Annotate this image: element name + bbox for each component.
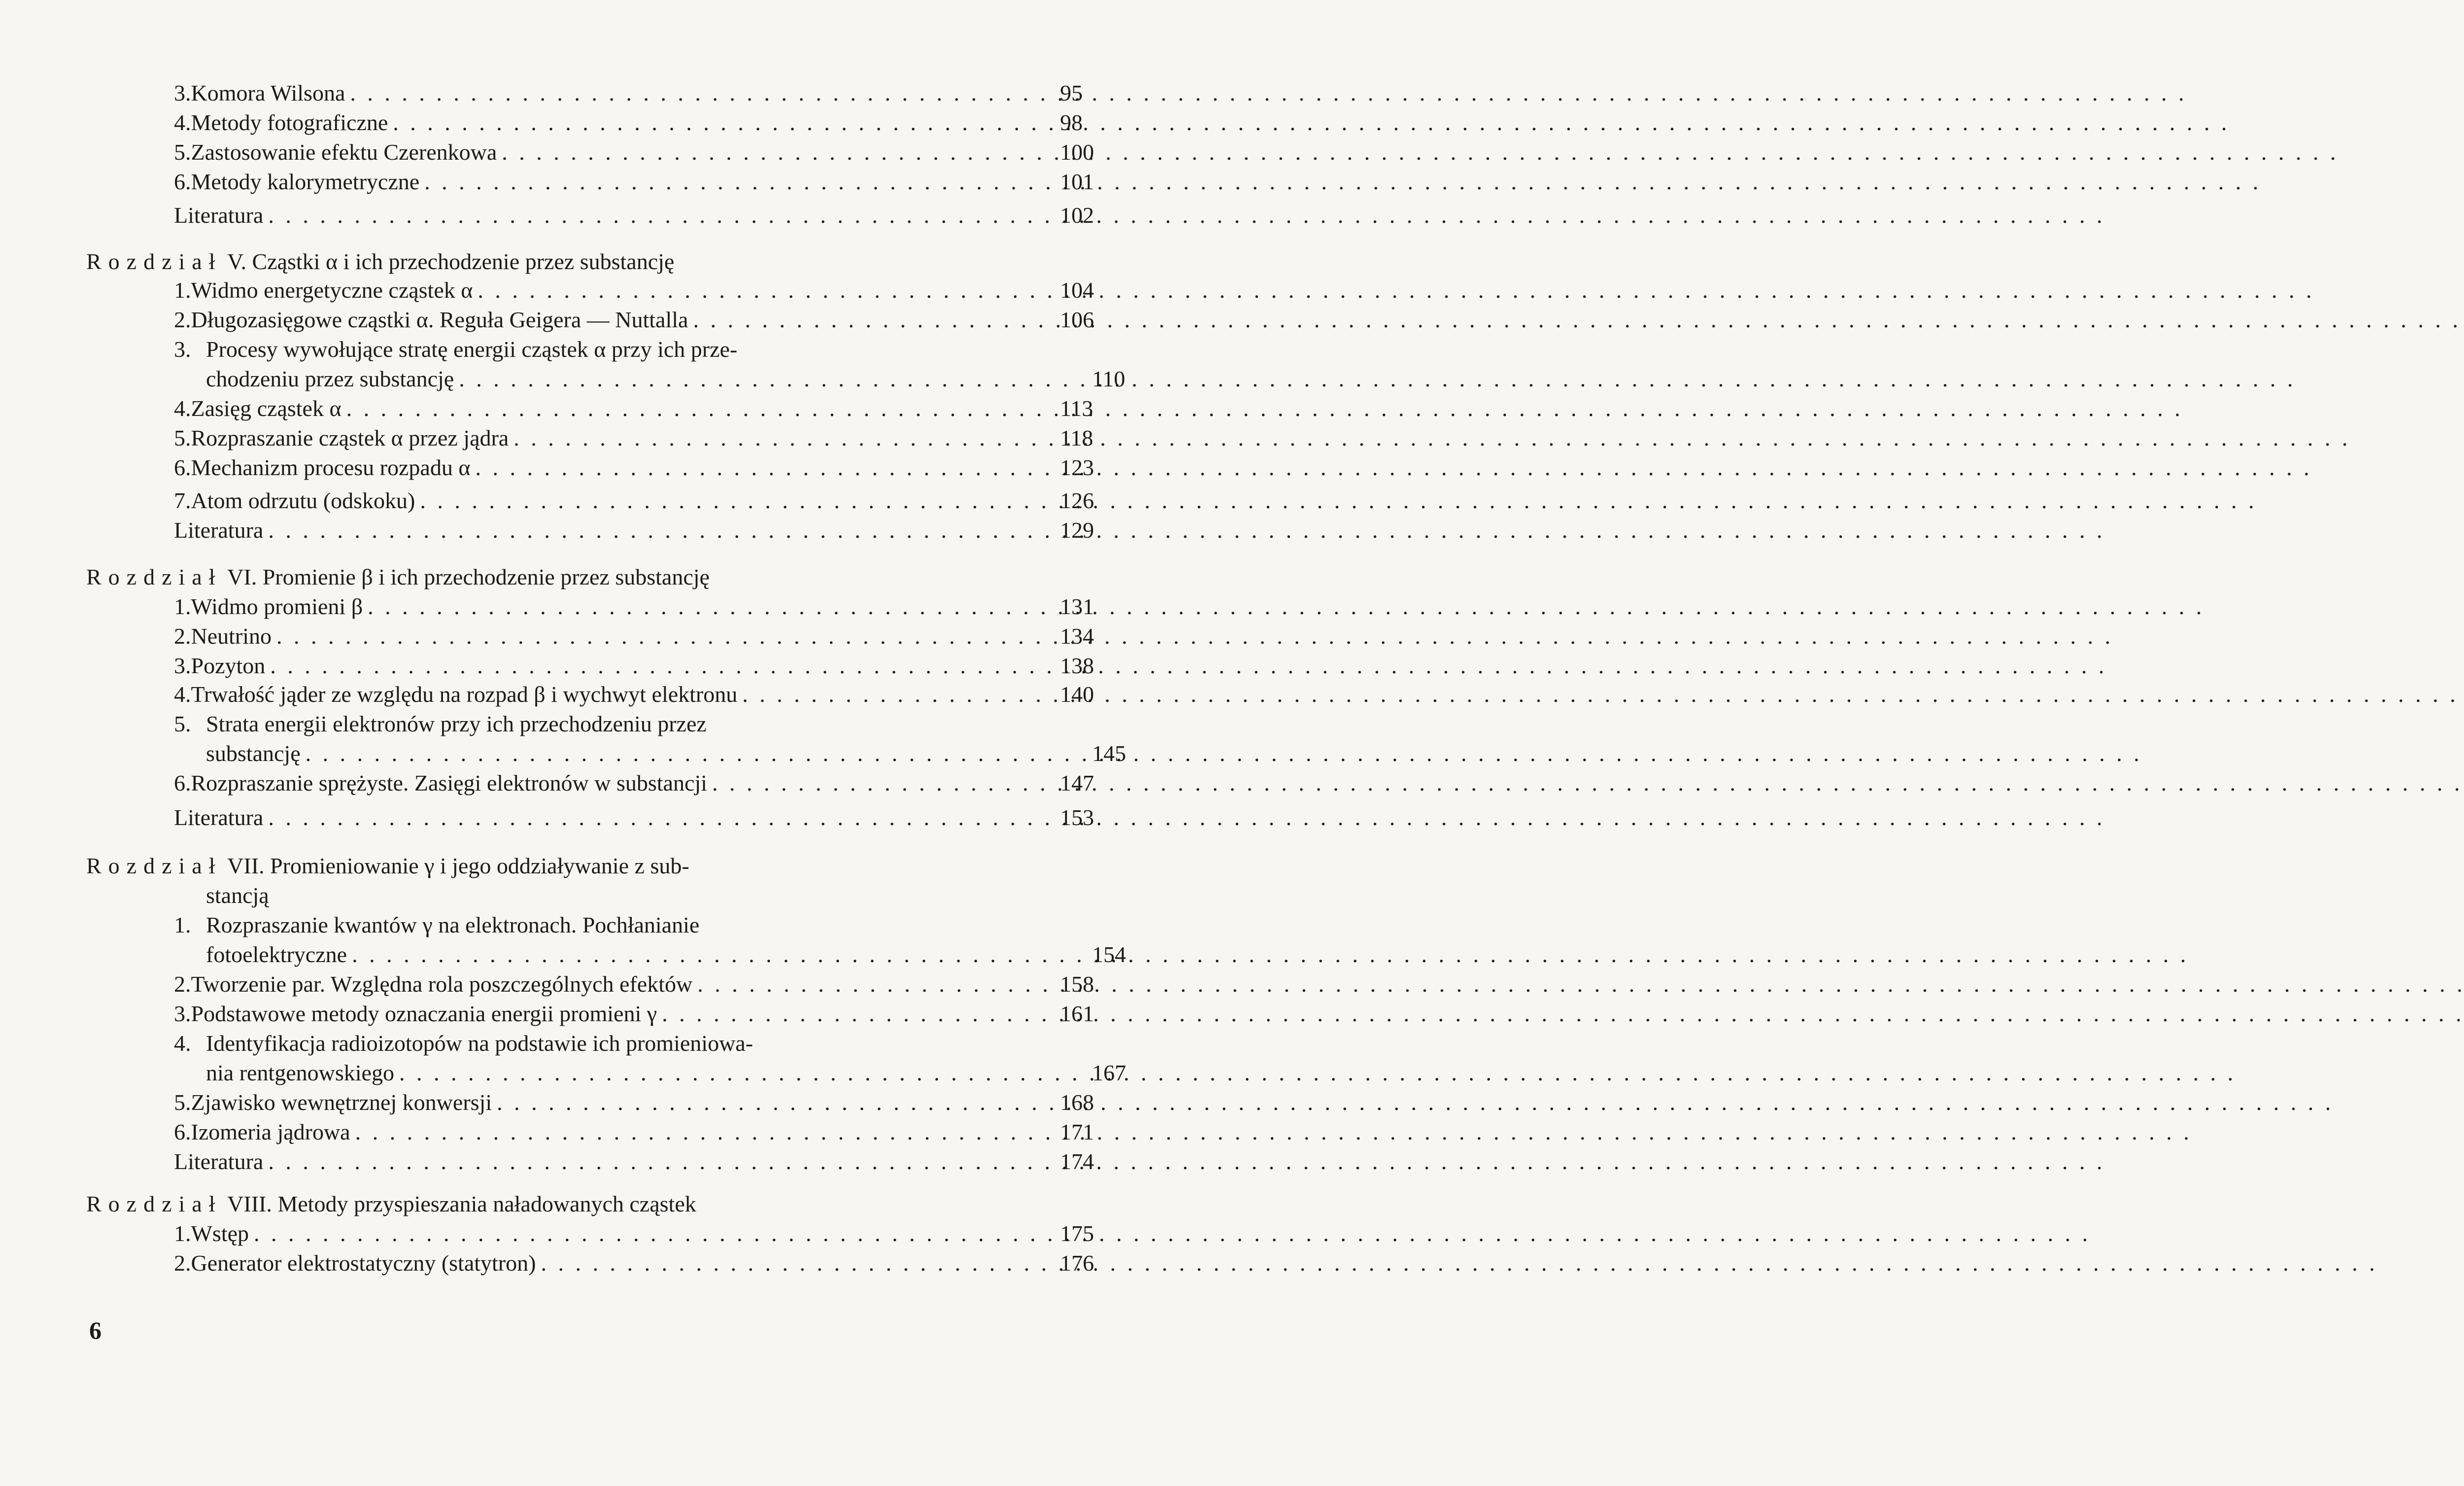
entry-title: Literatura [174,203,264,228]
dot-leader [742,679,2464,710]
toc-entry-continuation [206,364,1126,394]
entry-page: 113 [1060,396,1094,421]
entry-page: 95 [1060,80,1083,105]
entry-title: substancję [206,741,301,766]
entry-title: Zjawisko wewnętrznej konwersji [191,1090,492,1115]
dot-leader [424,167,2261,197]
toc-entry [174,679,1094,710]
entry-number: 5. [174,139,191,165]
entry-title: Metody kalorymetryczne [191,169,420,194]
entry-number: 5. [174,1090,191,1115]
toc-entry [174,485,1094,516]
entry-page: 147 [1060,770,1094,795]
entry-title: Procesy wywołujące stratę energii cząstek α przy ich prze- [206,337,738,362]
entry-title: Izomeria jądrowa [191,1119,350,1144]
entry-page: 140 [1060,682,1094,707]
entry-page: 175 [1060,1221,1094,1246]
entry-title: Pozyton [191,653,266,678]
dot-leader [420,485,2257,516]
entry-number: 6. [174,1119,191,1144]
toc-entry [174,591,1094,622]
entry-title: Tworzenie par. Względna rola poszczególnych efektów [191,971,693,997]
entry-number: 5. [174,425,191,450]
entry-page: 118 [1060,425,1094,450]
entry-title: nia rentgenowskiego [206,1060,394,1085]
entry-page: 171 [1060,1119,1094,1144]
dot-leader [270,651,2107,681]
entry-title: Neutrino [191,623,272,649]
entry-page: 168 [1060,1090,1094,1115]
chapter-heading [86,562,870,592]
toc-entry-line1 [174,334,864,365]
entry-page: 153 [1060,805,1094,830]
dot-leader [662,999,2464,1029]
entry-page: 145 [1092,741,1126,766]
entry-page: 126 [1060,488,1094,513]
dot-leader [346,393,2184,424]
entry-page: 174 [1060,1149,1094,1174]
entry-number: 1. [174,594,191,619]
entry-title: Zastosowanie efektu Czerenkowa [191,139,497,165]
chapter-title: VIII. Metody przyspieszania naładowanych cząstek [227,1191,696,1216]
entry-number: 6. [174,169,191,194]
dot-leader [399,1058,2236,1088]
dot-leader [541,1248,2378,1279]
dot-leader [268,200,2105,231]
entry-title: Trwałość jąder ze względu na rozpad β i wychwyt elektronu [191,682,738,707]
toc-entry [174,305,1094,335]
dot-leader [459,364,2296,394]
entry-page: 98 [1060,110,1083,135]
entry-title: Literatura [174,805,264,830]
entry-number: 3. [174,80,191,105]
entry-number: 3. [174,337,191,362]
dot-leader [268,515,2105,546]
toc-entry [174,107,1083,138]
entry-number: 5. [174,711,191,736]
entry-title: Strata energii elektronów przy ich przechodzeniu przez [206,711,707,736]
entry-page: 123 [1060,455,1094,480]
entry-title: Atom odrzutu (odskoku) [191,488,415,513]
chapter-heading-continuation [206,880,269,911]
dot-leader [350,78,2187,108]
entry-number: 1. [174,912,191,937]
toc-entry [174,78,1083,108]
toc-entry [174,393,1094,424]
dot-leader [693,305,2464,335]
entry-number: 3. [174,1001,191,1026]
entry-title: Mechanizm procesu rozpadu α [191,455,471,480]
entry-page: 100 [1060,139,1094,165]
dot-leader [268,1146,2105,1177]
entry-title: Widmo energetyczne cząstek α [191,277,473,303]
entry-page: 158 [1060,971,1094,997]
dot-leader [513,423,2351,453]
entry-page: 154 [1092,942,1126,967]
toc-entry [174,137,1094,168]
chapter-heading [86,851,870,881]
toc-entry-continuation [206,738,1126,769]
toc-entry-continuation [206,939,1126,970]
entry-title: Długozasięgowe cząstki α. Reguła Geigera — Nuttalla [191,307,688,332]
entry-title: Literatura [174,518,264,543]
entry-number: 2. [174,623,191,649]
toc-entry-line1 [174,1028,864,1059]
entry-number: 3. [174,653,191,678]
entry-title: Wstęp [191,1221,249,1246]
dot-leader [368,591,2205,622]
entry-number: 1. [174,1221,191,1246]
toc-entry [174,1248,1094,1279]
entry-title: Identyfikacja radioizotopów na podstawie ich promieniowa- [206,1031,753,1056]
entry-title: Rozpraszanie kwantów γ na elektronach. Pochłanianie [206,912,700,937]
toc-entry [174,999,1094,1029]
entry-page: 134 [1060,623,1094,649]
entry-number: 7. [174,488,191,513]
entry-number: 4. [174,682,191,707]
toc-entry [174,1218,1094,1249]
dot-leader [475,452,2312,483]
entry-number: 2. [174,307,191,332]
entry-title: Widmo promieni β [191,594,363,619]
toc-entry [174,621,1094,652]
entry-page: 129 [1060,518,1094,543]
entry-page: 167 [1092,1060,1126,1085]
entry-number: 6. [174,770,191,795]
entry-title: chodzeniu przez substancję [206,366,454,391]
dot-leader [268,802,2105,833]
toc-entry-literature [174,200,1094,231]
toc-entry [174,1087,1094,1118]
entry-title: Rozpraszanie sprężyste. Zasięgi elektronów w substancji [191,770,707,795]
chapter-title: V. Cząstki α i ich przechodzenie przez substancję [227,249,675,274]
entry-page: 102 [1060,203,1094,228]
entry-title: Literatura [174,1149,264,1174]
toc-entry-literature [174,1146,1094,1177]
entry-page: 176 [1060,1250,1094,1276]
toc-page [0,0,1126,1486]
chapter-title: VII. Promieniowanie γ i jego oddziaływanie z sub- [227,853,689,878]
dot-leader [254,1218,2091,1249]
entry-page: 131 [1060,594,1094,619]
entry-number: 4. [174,110,191,135]
dot-leader [502,137,2339,168]
dot-leader [697,969,2464,1000]
toc-entry [174,768,1094,798]
entry-title: Podstawowe metody oznaczania energii promieni γ [191,1001,657,1026]
toc-entry [174,452,1094,483]
dot-leader [393,107,2230,138]
toc-entry [174,1117,1094,1147]
dot-leader [352,939,2189,970]
dot-leader [276,621,2114,652]
dot-leader [712,768,2464,798]
chapter-heading [86,1189,870,1219]
chapter-label: Rozdział [86,564,222,589]
entry-number: 2. [174,971,191,997]
entry-title: Generator elektrostatyczny (statytron) [191,1250,536,1276]
entry-title: fotoelektryczne [206,942,347,967]
entry-number: 4. [174,396,191,421]
toc-entry [174,167,1094,197]
chapter-label: Rozdział [86,853,222,878]
toc-entry-continuation [206,1058,1126,1088]
chapter-label: Rozdział [86,1191,222,1216]
toc-entry-literature [174,802,1094,833]
entry-page: 104 [1060,277,1094,303]
dot-leader [497,1087,2334,1118]
entry-title: Komora Wilsona [191,80,345,105]
entry-number: 2. [174,1250,191,1276]
page-number: 6 [89,1316,102,1344]
toc-entry-line1 [174,709,864,739]
toc-entry [174,651,1094,681]
entry-title: Metody fotograficzne [191,110,388,135]
toc-entry-line1 [174,910,864,940]
entry-number: 4. [174,1031,191,1056]
entry-title: Rozpraszanie cząstek α przez jądra [191,425,509,450]
toc-entry [174,423,1094,453]
chapter-label: Rozdział [86,249,222,274]
chapter-title: VI. Promienie β i ich przechodzenie przez substancję [227,564,710,589]
toc-entry [174,969,1094,1000]
dot-leader [478,275,2315,306]
entry-page: 110 [1092,366,1126,391]
entry-page: 106 [1060,307,1094,332]
entry-page: 161 [1060,1001,1094,1026]
dot-leader [355,1117,2192,1147]
chapter-title: stancją [206,883,269,908]
entry-number: 1. [174,277,191,303]
entry-page: 101 [1060,169,1094,194]
entry-title: Zasięg cząstek α [191,396,342,421]
toc-entry-literature [174,515,1094,546]
entry-number: 6. [174,455,191,480]
toc-entry [174,275,1094,306]
chapter-heading [86,246,870,277]
dot-leader [306,738,2143,769]
entry-page: 138 [1060,653,1094,678]
